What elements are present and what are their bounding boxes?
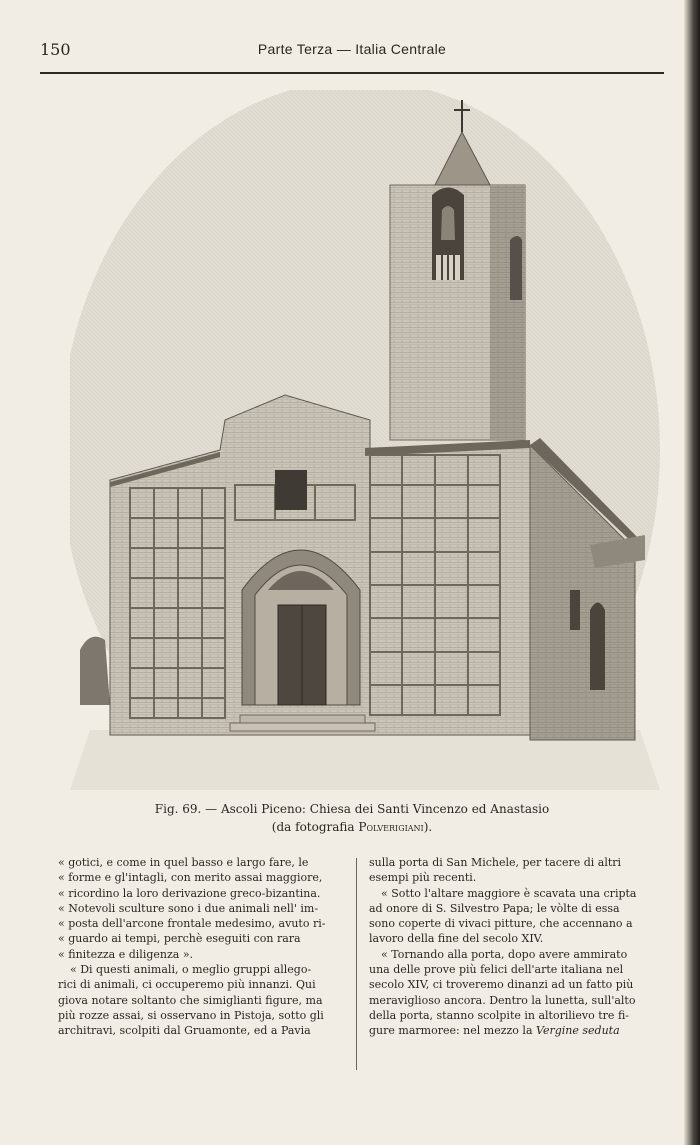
figure-caption xyxy=(40,800,664,836)
text-line: giova notare soltanto che simiglianti figure, ma xyxy=(58,993,323,1007)
right-text-column xyxy=(369,855,654,1039)
text-line: secolo XIV, ci troveremo dinanzi ad un fatto più xyxy=(369,978,634,992)
page-header xyxy=(40,40,664,64)
left-text-column xyxy=(58,855,343,1039)
caption-photographer: Polverigiani xyxy=(358,820,424,834)
text-line: ad onore di S. Silvestro Papa; le vòlte di essa xyxy=(369,901,620,915)
page-edge-shadow xyxy=(684,0,700,1145)
text-line: « forme e gl'intagli, con merito assai maggiore, xyxy=(58,871,323,885)
text-line: sulla porta di San Michele, per tacere di altri xyxy=(369,856,622,869)
page-number: 150 xyxy=(40,40,71,59)
text-line: « Sotto l'altare maggiore è scavata una cripta xyxy=(381,886,637,900)
text-line: più rozze assai, si osservano in Pistoja, sotto gli xyxy=(58,1008,324,1022)
text-line: « Tornando alla porta, dopo avere ammirato xyxy=(381,947,628,961)
paragraph-quote-continuation xyxy=(58,855,343,962)
text-line: « Notevoli sculture sono i due animali nell' im- xyxy=(58,901,319,915)
text-line: « finitezza e diligenza ». xyxy=(58,947,194,961)
text-line: della porta, stanno scolpite in altorilievo tre fi- xyxy=(369,1008,629,1022)
text-line: « Di questi animali, o meglio gruppi allego- xyxy=(70,963,312,977)
text-line: rici di animali, ci occuperemo più innanzi. Qui xyxy=(58,978,316,992)
caption-source-prefix: (da fotografia xyxy=(271,820,355,834)
text-line: una delle prove più felici dell'arte italiana nel xyxy=(369,963,624,977)
paragraph-san-michele xyxy=(369,855,654,886)
text-line: « gotici, e come in quel basso e largo fare, le xyxy=(58,856,309,869)
paragraph-crypt xyxy=(369,886,654,947)
text-line: gure marmoree: nel mezzo la xyxy=(369,1024,537,1038)
text-line: « ricordino la loro derivazione greco-bizantina. xyxy=(58,886,321,900)
text-line: meraviglioso ancora. Dentro la lunetta, sull'alto xyxy=(369,993,636,1007)
caption-source-suffix: ). xyxy=(423,820,433,834)
italic-term: Vergine seduta xyxy=(536,1024,620,1038)
text-line: esempi più recenti. xyxy=(369,871,477,885)
running-title: Parte Terza — Italia Centrale xyxy=(257,41,447,57)
header-rule xyxy=(40,72,664,74)
caption-line-1: Fig. 69. — Ascoli Piceno: Chiesa dei Santi Vincenzo ed Anastasio xyxy=(154,802,550,816)
church-illustration xyxy=(70,90,660,790)
text-line: sono coperte di vivaci pitture, che accennano a xyxy=(369,917,633,931)
text-line: architravi, scolpiti dal Gruamonte, ed a Pavia xyxy=(58,1024,311,1038)
paragraph-portal xyxy=(369,947,654,1039)
text-line: lavoro della fine del secolo XIV. xyxy=(369,932,544,946)
column-divider xyxy=(356,858,357,1070)
caption-line-2 xyxy=(40,818,664,836)
paragraph-animals xyxy=(58,962,343,1038)
text-line: « posta dell'arcone frontale medesimo, avuto ri- xyxy=(58,917,326,931)
text-line: « guardo ai tempi, perchè eseguiti con rara xyxy=(58,932,301,946)
